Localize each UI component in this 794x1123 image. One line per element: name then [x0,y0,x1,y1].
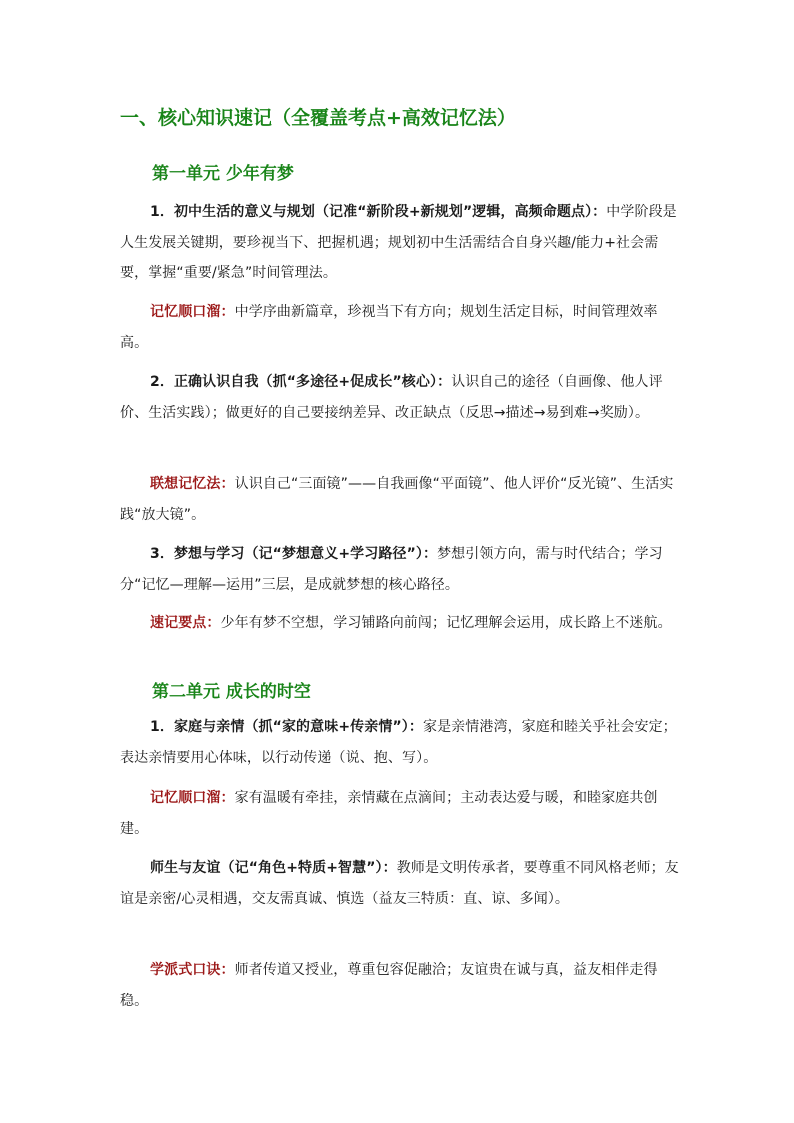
memory-body: 少年有梦不空想，学习铺路向前闯；记忆理解会运用，成长路上不迷航。 [220,615,672,631]
point-body: 梦想引领方向，需与时代结合；学习分“记忆—理解—运用”三层，是成就梦想的核心路径。 [120,546,663,593]
unit2-memory2 [120,955,682,1016]
point-body: 教师是文明传承者，要尊重不同风格老师；友谊是亲密/心灵相遇，交友需真诚、慎选（益友三特质：直、谅、多闻）。 [120,860,679,907]
point-heading: 3．梦想与学习（记“梦想意义+学习路径”）： [150,546,438,562]
unit2-title: 第二单元 成长的时空 [152,682,311,702]
point-heading: 2．正确认识自我（抓“多途径+促成长”核心）： [150,374,452,390]
unit1-memory1 [120,297,682,358]
point-heading: 1．家庭与亲情（抓“家的意味+传亲情”）： [150,719,423,735]
unit2-point1 [120,712,682,773]
point-heading: 师生与友谊（记“角色+特质+智慧”）： [150,860,397,876]
memory-label: 学派式口诀： [150,962,235,978]
unit1-point3 [120,539,682,600]
point-body: 认识自己的途径（自画像、他人评价、生活实践）；做更好的自己要接纳差异、改正缺点（反思→描述→易到难→奖励）。 [120,374,663,421]
memory-label: 记忆顺口溜： [150,790,235,806]
memory-body: 中学序曲新篇章，珍视当下有方向；规划生活定目标，时间管理效率高。 [120,304,658,351]
unit1-point2 [120,367,682,428]
unit1-memory3 [120,608,682,639]
memory-body: 师者传道又授业，尊重包容促融洽；友谊贵在诚与真，益友相伴走得稳。 [120,962,658,1009]
point-body: 家是亲情港湾，家庭和睦关乎社会安定；表达亲情要用心体味，以行动传递（说、抱、写）。 [120,719,677,766]
unit1-memory2 [120,469,682,530]
point-body: 中学阶段是人生发展关键期，要珍视当下、把握机遇；规划初中生活需结合自身兴趣/能力+社会需要，掌握“重要/紧急”时间管理法。 [120,204,677,281]
memory-label: 记忆顺口溜： [150,304,235,320]
memory-body: 家有温暖有牵挂，亲情藏在点滴间；主动表达爱与暖，和睦家庭共创建。 [120,790,658,837]
memory-label: 联想记忆法： [150,476,235,492]
memory-label: 速记要点： [150,615,221,631]
section-title: 一、核心知识速记（全覆盖考点+高效记忆法） [120,107,516,129]
unit1-title: 第一单元 少年有梦 [152,164,294,184]
memory-body: 认识自己“三面镜”——自我画像“平面镜”、他人评价“反光镜”、生活实践“放大镜”。 [120,476,674,523]
unit2-memory1 [120,783,682,844]
unit1-point1 [120,197,682,289]
unit2-point2 [120,853,682,914]
point-heading: 1．初中生活的意义与规划（记准“新阶段+新规划”逻辑，高频命题点）： [150,204,607,220]
